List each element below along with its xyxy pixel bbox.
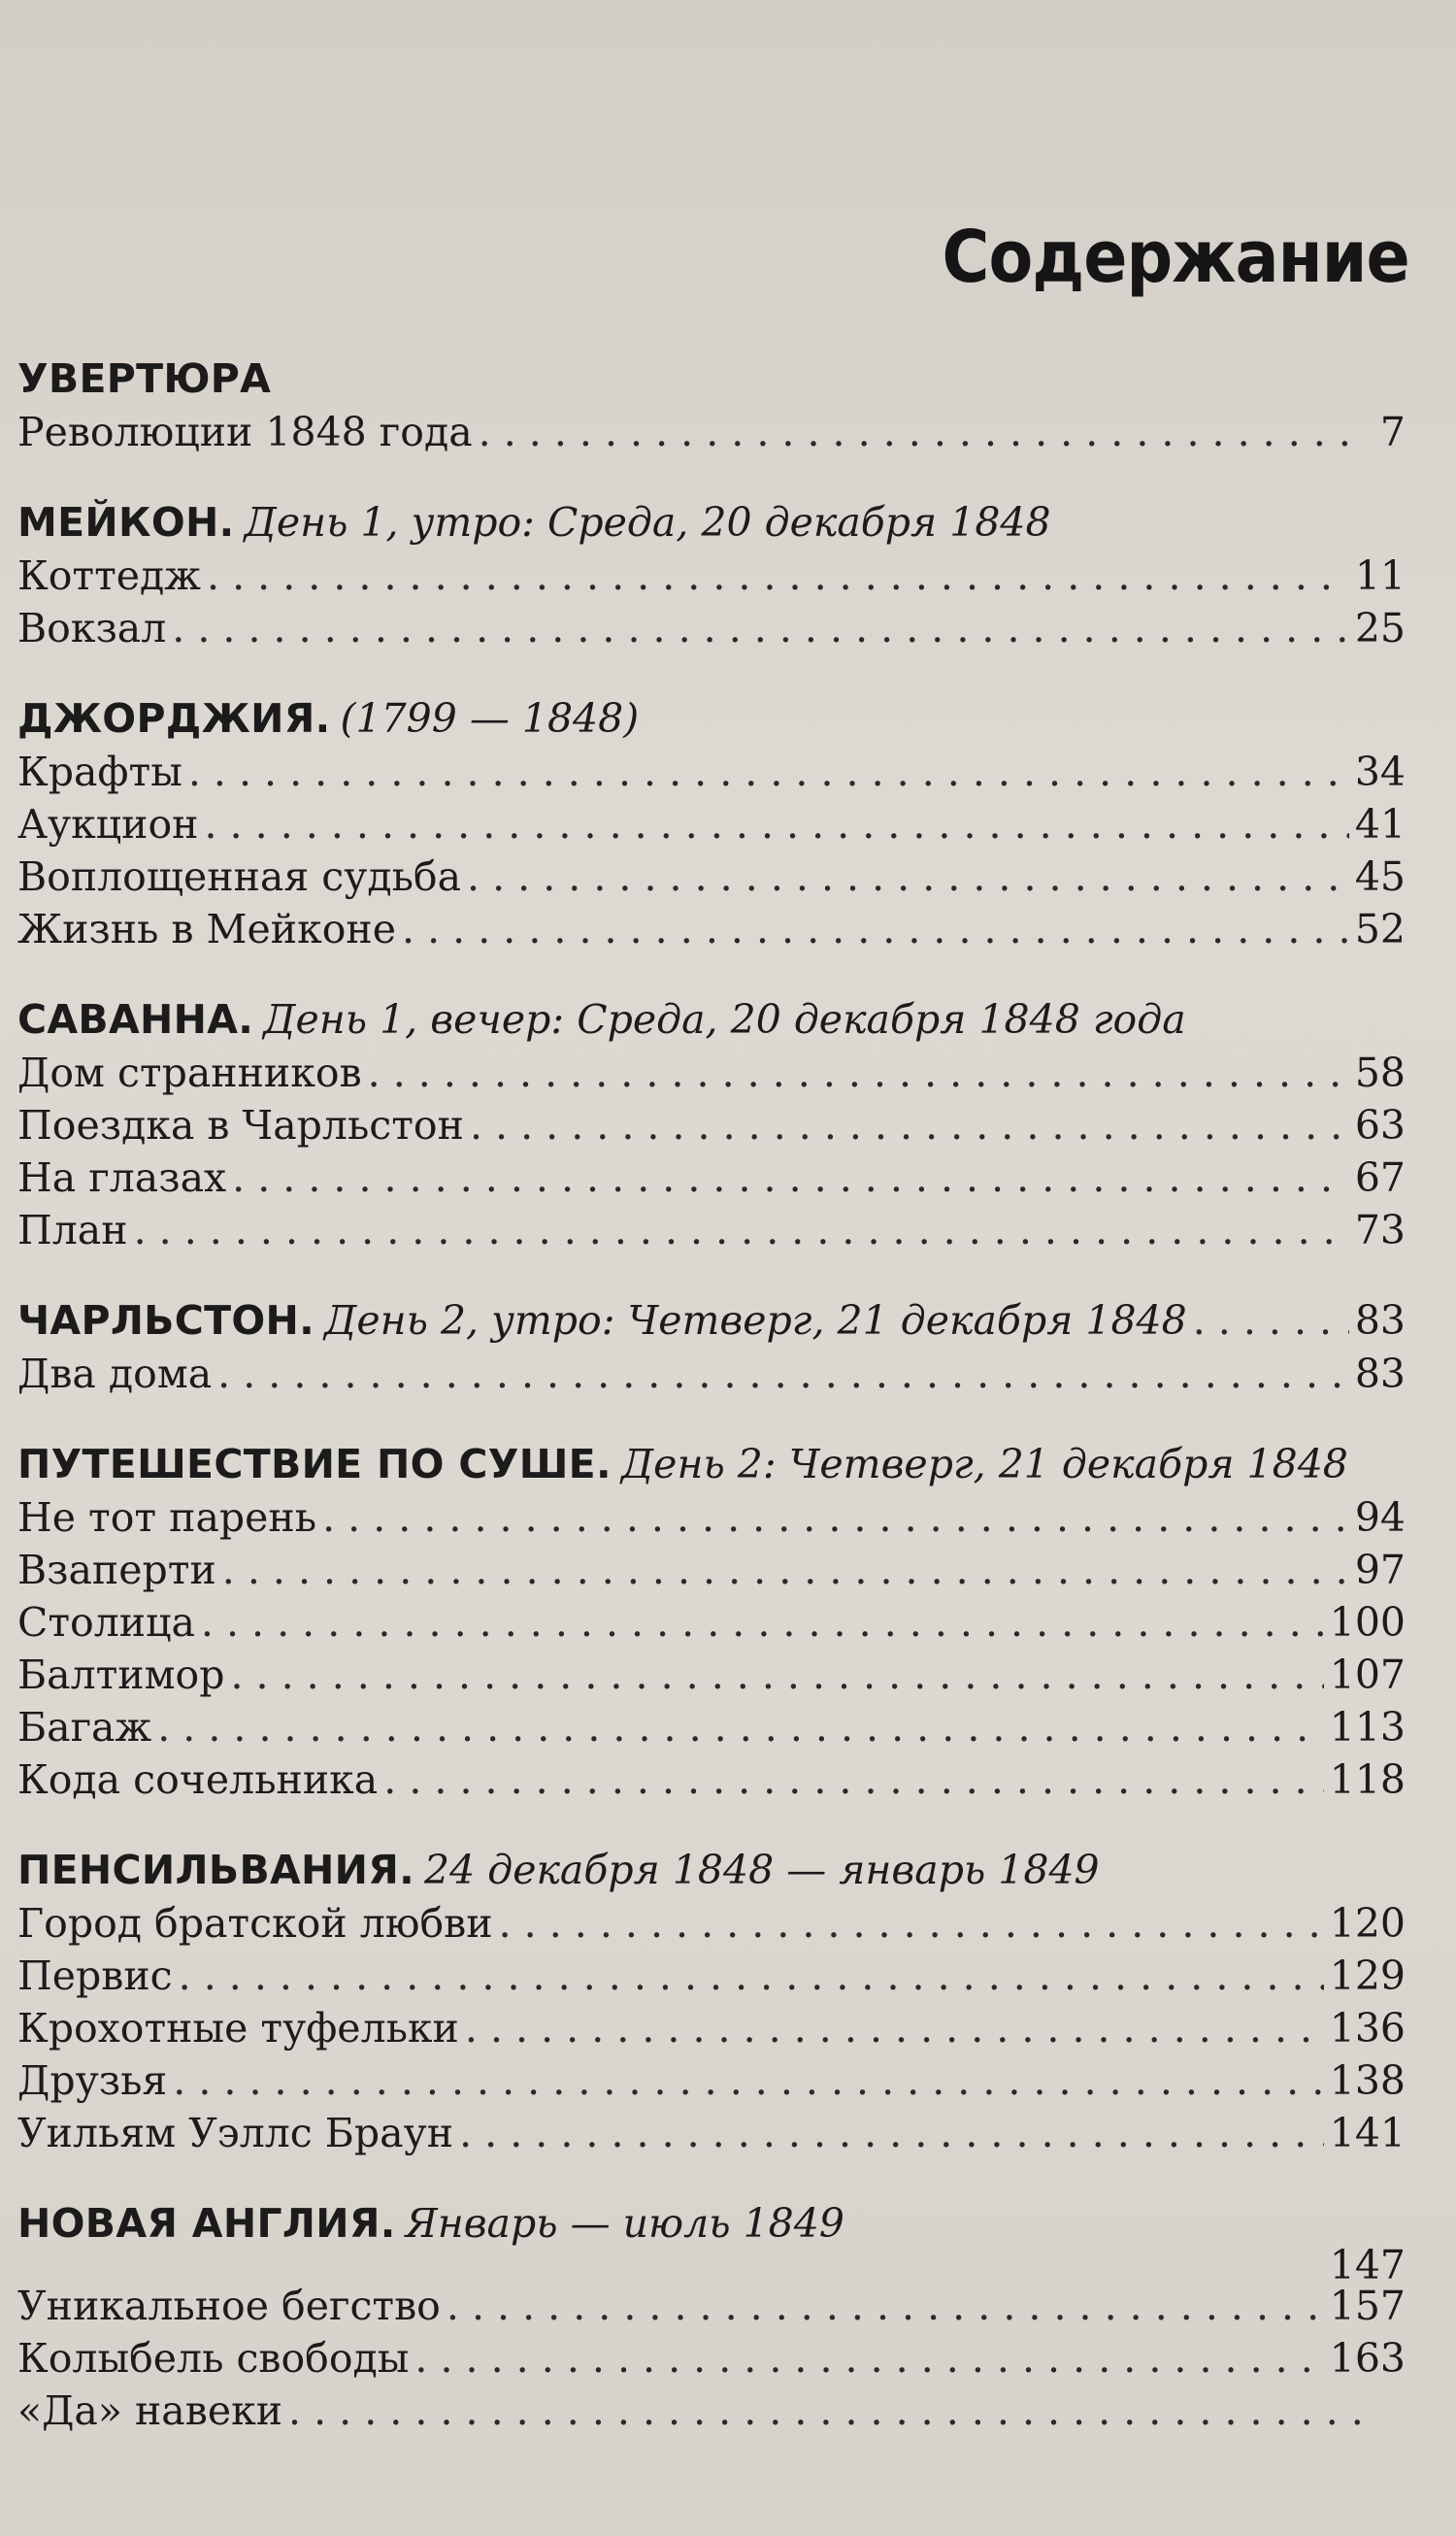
entry-page: 73 — [1354, 1207, 1406, 1253]
entry-page: 97 — [1354, 1547, 1406, 1593]
entry-label: Поездка в Чарльстон — [17, 1102, 464, 1149]
entry-label: Друзья — [17, 2057, 168, 2104]
entry-page: 157 — [1329, 2283, 1406, 2329]
entry-page: 83 — [1354, 1351, 1406, 1397]
section-heading — [17, 992, 1406, 1047]
page-title: Содержание — [942, 216, 1409, 299]
entry-label: Воплощенная судьба — [17, 853, 462, 900]
toc-section — [17, 1843, 1406, 2159]
toc-entry[interactable] — [17, 1491, 1406, 1544]
toc-entry[interactable] — [17, 1701, 1406, 1753]
section-date: День 2: Четверг, 21 декабря 1848 — [620, 1441, 1348, 1487]
dot-leader — [383, 1753, 1323, 1806]
table-of-contents — [17, 351, 1406, 2474]
entry-page: 25 — [1354, 605, 1406, 651]
entry-page: 7 — [1379, 409, 1406, 455]
entry-label: На глазах — [17, 1154, 227, 1201]
dot-leader — [499, 1897, 1324, 1950]
section-date: День 2, утро: Четверг, 21 декабря 1848 — [324, 1297, 1187, 1344]
section-page: 83 — [1354, 1297, 1406, 1344]
section-heading — [17, 1843, 1406, 1897]
section-date: Январь — июль 1849 — [405, 2200, 844, 2247]
entry-label: «Да» навеки — [17, 2387, 283, 2434]
section-name: ПЕНСИЛЬВАНИЯ. — [17, 1847, 414, 1893]
entry-page: 141 — [1329, 2110, 1406, 2156]
entry-page: 11 — [1354, 552, 1406, 599]
toc-entry[interactable] — [17, 903, 1406, 955]
toc-entry[interactable] — [17, 2332, 1406, 2385]
entry-page: 41 — [1354, 801, 1406, 848]
toc-entry[interactable] — [17, 2002, 1406, 2054]
entry-label: Взаперти — [17, 1547, 216, 1593]
toc-section — [17, 691, 1406, 955]
entry-page: 118 — [1329, 1756, 1406, 1803]
toc-entry[interactable] — [17, 1099, 1406, 1151]
entry-label: Столица — [17, 1599, 195, 1646]
section-name: МЕЙКОН. — [17, 499, 235, 546]
dot-leader — [465, 2002, 1324, 2054]
dot-leader — [467, 851, 1349, 903]
entry-label: Аукцион — [17, 801, 199, 848]
dot-leader — [157, 1701, 1324, 1753]
dot-leader — [172, 602, 1349, 654]
section-heading — [17, 2196, 1406, 2251]
entry-page: 52 — [1354, 906, 1406, 952]
toc-entry[interactable] — [17, 1649, 1406, 1701]
dot-leader — [201, 1596, 1324, 1649]
toc-entry[interactable] — [17, 1047, 1406, 1099]
entry-page: 34 — [1354, 749, 1406, 795]
dot-leader — [459, 2107, 1324, 2159]
entry-page: 63 — [1354, 1102, 1406, 1149]
entry-page: 107 — [1329, 1652, 1406, 1698]
section-heading — [17, 351, 1406, 406]
entry-label: Уникальное бегство — [17, 2283, 441, 2329]
entry-label: Революции 1848 года — [17, 409, 473, 455]
dot-leader — [222, 1544, 1349, 1596]
toc-section — [17, 1437, 1406, 1806]
entry-label: Первис — [17, 1952, 173, 1999]
dot-leader — [217, 1348, 1349, 1400]
entry-label: Уильям Уэллс Браун — [17, 2110, 454, 2156]
toc-entry[interactable] — [17, 2280, 1406, 2332]
section-heading — [17, 1437, 1406, 1491]
toc-entry[interactable] — [17, 746, 1406, 798]
entry-page: 100 — [1329, 1599, 1406, 1646]
entry-label: Вокзал — [17, 605, 167, 651]
entry-page: 147 — [1329, 2242, 1406, 2288]
dot-leader — [447, 2280, 1324, 2332]
dot-leader — [205, 798, 1349, 851]
dot-leader — [173, 2054, 1323, 2107]
dot-leader — [322, 1491, 1349, 1544]
dot-leader — [232, 1151, 1349, 1204]
section-heading[interactable] — [17, 1293, 1406, 1348]
entry-label: Кода сочельника — [17, 1756, 379, 1803]
entry-page: 138 — [1329, 2057, 1406, 2104]
toc-entry[interactable] — [17, 1950, 1406, 2002]
section-name: ЧАРЛЬСТОН. — [17, 1297, 315, 1344]
entry-page: 58 — [1354, 1050, 1406, 1096]
section-date: 24 декабря 1848 — январь 1849 — [424, 1847, 1100, 1893]
entry-page: 136 — [1329, 2005, 1406, 2052]
dot-leader — [134, 1204, 1349, 1256]
entry-page: 45 — [1354, 853, 1406, 900]
entry-label: Дом странников — [17, 1050, 362, 1096]
toc-entry[interactable] — [17, 2107, 1406, 2159]
toc-entry[interactable] — [17, 1544, 1406, 1596]
entry-label: План — [17, 1207, 128, 1253]
entry-page: 113 — [1329, 1704, 1406, 1751]
section-date: День 1, утро: Среда, 20 декабря 1848 — [244, 499, 1051, 546]
toc-entry[interactable] — [17, 1348, 1406, 1400]
toc-entry[interactable] — [17, 2385, 1406, 2437]
entry-page: 67 — [1354, 1154, 1406, 1201]
entry-label: Крохотные туфельки — [17, 2005, 459, 2052]
toc-section — [17, 1293, 1406, 1400]
dot-leader — [188, 746, 1349, 798]
toc-entry[interactable] — [17, 1897, 1406, 1950]
entry-page: 129 — [1329, 1952, 1406, 1999]
toc-entry[interactable] — [17, 1151, 1406, 1204]
section-date: (1799 — 1848) — [340, 695, 640, 742]
entry-label: Не тот парень — [17, 1494, 317, 1541]
entry-label: Коттедж — [17, 552, 202, 599]
toc-entry[interactable] — [17, 2054, 1406, 2107]
entry-label: Два дома — [17, 1351, 213, 1397]
toc-entry[interactable] — [17, 406, 1406, 458]
entry-page: 94 — [1354, 1494, 1406, 1541]
entry-label: Жизнь в Мейконе — [17, 906, 397, 952]
section-name: НОВАЯ АНГЛИЯ. — [17, 2200, 396, 2247]
dot-leader — [470, 1099, 1349, 1151]
section-heading — [17, 691, 1406, 746]
entry-label: Крафты — [17, 749, 182, 795]
toc-entry[interactable] — [17, 798, 1406, 851]
toc-entry[interactable] — [17, 550, 1406, 602]
toc-entry[interactable] — [17, 2242, 1406, 2288]
section-date: День 1, вечер: Среда, 20 декабря 1848 года — [263, 996, 1186, 1043]
toc-section — [17, 495, 1406, 654]
toc-entry[interactable] — [17, 1596, 1406, 1649]
entry-label: Багаж — [17, 1704, 152, 1751]
dot-leader — [1193, 1293, 1349, 1348]
entry-label: Город братской любви — [17, 1900, 493, 1947]
entry-label: Колыбель свободы — [17, 2335, 410, 2382]
toc-section — [17, 351, 1406, 458]
toc-entry[interactable] — [17, 602, 1406, 654]
toc-entry[interactable] — [17, 851, 1406, 903]
entry-page: 163 — [1329, 2335, 1406, 2382]
section-name: САВАННА. — [17, 996, 254, 1043]
dot-leader — [207, 550, 1349, 602]
dot-leader — [179, 1950, 1324, 2002]
dot-leader — [402, 903, 1349, 955]
section-name: УВЕРТЮРА — [17, 355, 272, 402]
section-name: ДЖОРДЖИЯ. — [17, 695, 331, 742]
dot-leader — [414, 2332, 1323, 2385]
section-name: ПУТЕШЕСТВИЕ ПО СУШЕ. — [17, 1441, 612, 1487]
section-heading — [17, 495, 1406, 550]
entry-label: Балтимор — [17, 1652, 225, 1698]
dot-leader — [230, 1649, 1323, 1701]
toc-section — [17, 992, 1406, 1256]
dot-leader — [479, 406, 1361, 458]
toc-entry[interactable] — [17, 1753, 1406, 1806]
dot-leader — [368, 1047, 1349, 1099]
dot-leader — [288, 2385, 1361, 2437]
entry-page: 120 — [1329, 1900, 1406, 1947]
toc-entry[interactable] — [17, 1204, 1406, 1256]
toc-section — [17, 2196, 1406, 2437]
